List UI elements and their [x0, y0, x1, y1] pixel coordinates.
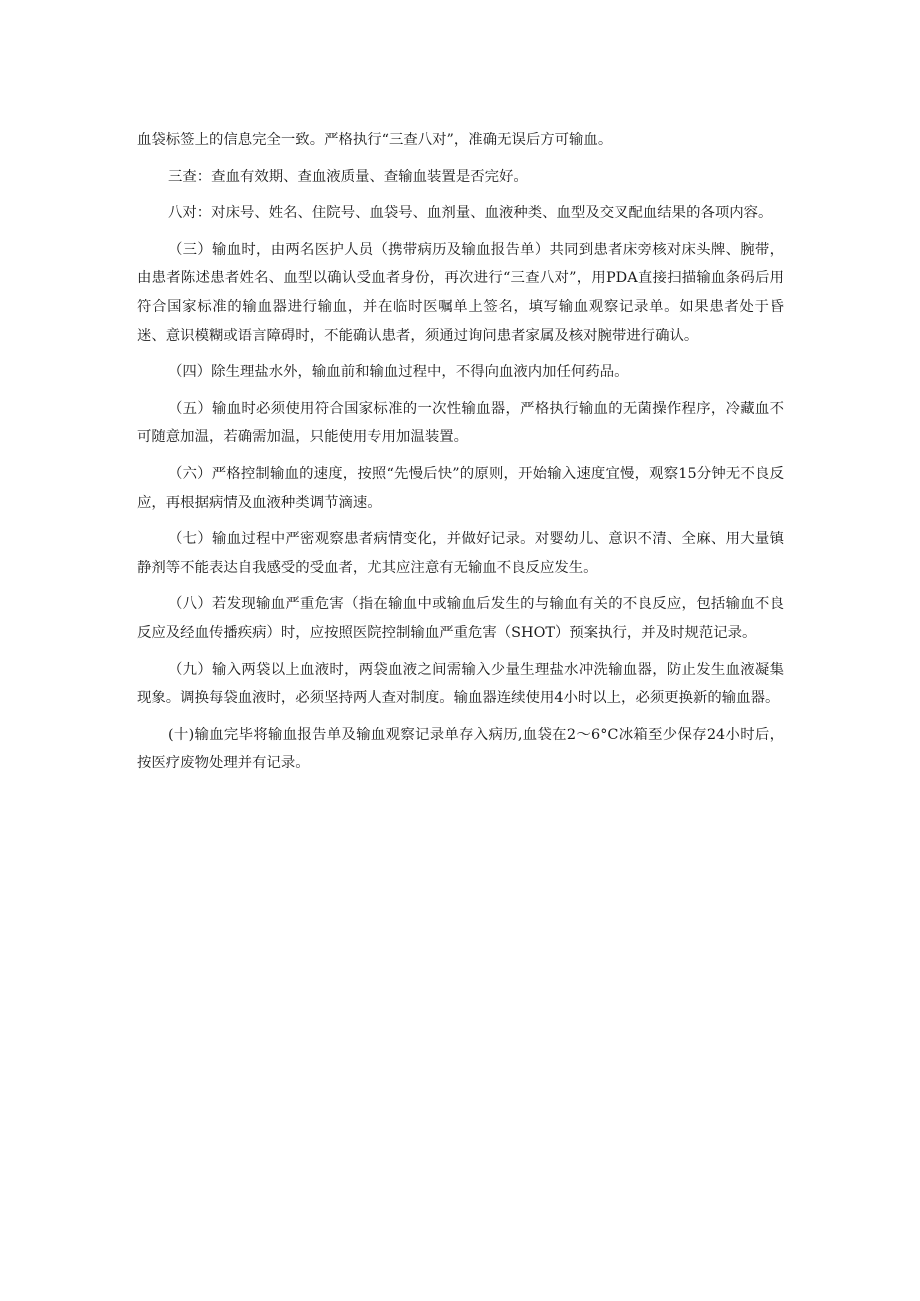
paragraph-item-6: （六）严格控制输血的速度，按照“先慢后快”的原则，开始输入速度宜慢，观察15分钟无不良反应，再根据病情及血液种类调节滴速。: [137, 465, 784, 511]
paragraph-item-3: （三）输血时，由两名医护人员（携带病历及输血报告单）共同到患者床旁核对床头牌、腕带，由患者陈述患者姓名、血型以确认受血者身份，再次进行“三查八对”，用PDA直接扫描输血条码后用符合国家标准的输血器进行输血，并在临时医嘱单上签名，填写输血观察记录单。如果患者处于昏迷、意识模糊或语言障碍时，不能确认患者，须通过询问患者家属及核对腕带进行确认。: [137, 241, 784, 344]
paragraph-item-9: （九）输入两袋以上血液时，两袋血液之间需输入少量生理盐水冲洗输血器，防止发生血液凝集现象。调换每袋血液时，必须坚持两人查对制度。输血器连续使用4小时以上，必须更换新的输血器。: [137, 661, 784, 707]
paragraph-item-10: (十)输血完毕将输血报告单及输血观察记录单存入病历,血袋在2～6°C冰箱至少保存24小时后，按医疗废物处理并有记录。: [137, 726, 784, 772]
paragraph-item-8: （八）若发现输血严重危害（指在输血中或输血后发生的与输血有关的不良反应，包括输血不良反应及经血传播疾病）时，应按照医院控制输血严重危害（SHOT）预案执行，并及时规范记录。: [137, 596, 784, 641]
document-body: [137, 126, 784, 786]
paragraph-item-4: （四）除生理盐水外，输血前和输血过程中，不得向血液内加任何药品。: [168, 364, 629, 381]
paragraph-item-5: （五）输血时必须使用符合国家标准的一次性输血器，严格执行输血的无菌操作程序，冷藏血不可随意加温，若确需加温，只能使用专用加温装置。: [137, 400, 784, 446]
paragraph-eight-checks: 八对：对床号、姓名、住院号、血袋号、血剂量、血液种类、血型及交叉配血结果的各项内容。: [168, 205, 773, 222]
paragraph-intro-continuation: 血袋标签上的信息完全一致。严格执行“三查八对”，准确无误后方可输血。: [137, 132, 613, 148]
paragraph-item-7: （七）输血过程中严密观察患者病情变化，并做好记录。对婴幼儿、意识不清、全麻、用大量镇静剂等不能表达自我感受的受血者，尤其应注意有无输血不良反应发生。: [137, 531, 784, 576]
paragraph-three-checks: 三查：查血有效期、查血液质量、查输血装置是否完好。: [168, 168, 528, 185]
